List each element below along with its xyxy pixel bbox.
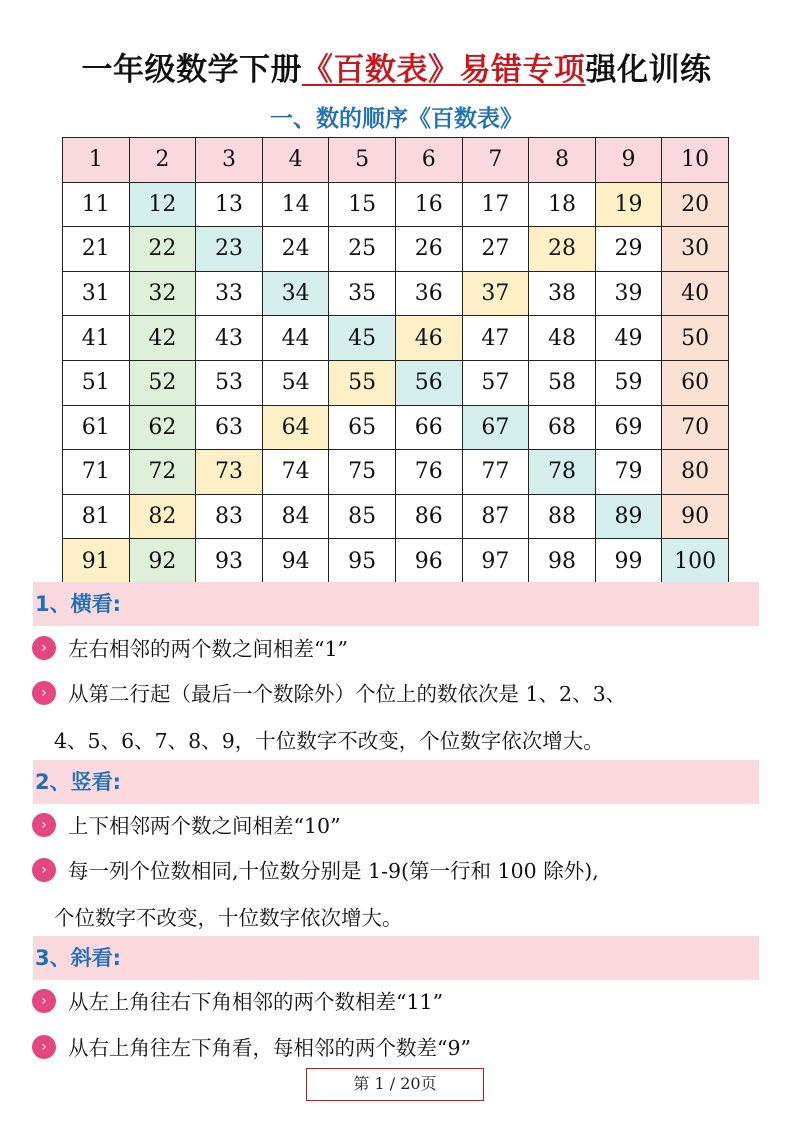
table-cell: 12: [129, 182, 196, 227]
table-cell: 78: [529, 450, 596, 495]
table-cell: 8: [529, 138, 596, 183]
table-cell: 36: [395, 271, 462, 316]
table-row: [63, 138, 729, 183]
table-cell: 90: [662, 494, 729, 539]
table-cell: 24: [262, 227, 329, 272]
table-cell: 86: [395, 494, 462, 539]
table-row: [63, 360, 729, 405]
table-cell: 87: [462, 494, 529, 539]
table-cell: 93: [196, 539, 263, 584]
table-cell: 67: [462, 405, 529, 450]
table-cell: 72: [129, 450, 196, 495]
table-cell: 59: [595, 360, 662, 405]
table-cell: 63: [196, 405, 263, 450]
table-cell: 77: [462, 450, 529, 495]
section-subtitle: 一、数的顺序《百数表》: [270, 106, 523, 132]
table-cell: 48: [529, 316, 596, 361]
table-cell: 68: [529, 405, 596, 450]
table-row: [63, 227, 729, 272]
table-cell: 10: [662, 138, 729, 183]
table-cell: 33: [196, 271, 263, 316]
table-cell: 39: [595, 271, 662, 316]
table-cell: 31: [63, 271, 130, 316]
page-number: 第 1 / 20页: [306, 1068, 484, 1101]
table-cell: 52: [129, 360, 196, 405]
table-cell: 1: [63, 138, 130, 183]
table-cell: 58: [529, 360, 596, 405]
table-cell: 97: [462, 539, 529, 584]
table-cell: 94: [262, 539, 329, 584]
table-cell: 84: [262, 494, 329, 539]
table-cell: 3: [196, 138, 263, 183]
chevron-right-icon: ›: [32, 813, 56, 837]
table-cell: 46: [395, 316, 462, 361]
table-cell: 42: [129, 316, 196, 361]
table-cell: 57: [462, 360, 529, 405]
table-cell: 85: [329, 494, 396, 539]
table-cell: 28: [529, 227, 596, 272]
table-cell: 74: [262, 450, 329, 495]
table-cell: 23: [196, 227, 263, 272]
table-cell: 80: [662, 450, 729, 495]
table-row: [63, 539, 729, 584]
table-cell: 27: [462, 227, 529, 272]
bullet-text: 从左上角往右下角相邻的两个数相差“11”: [68, 990, 444, 1014]
table-cell: 65: [329, 405, 396, 450]
section-2-bullet-2-continued: 个位数字不改变，十位数字依次增大。: [54, 906, 403, 930]
table-cell: 54: [262, 360, 329, 405]
table-cell: 7: [462, 138, 529, 183]
table-cell: 70: [662, 405, 729, 450]
table-cell: 25: [329, 227, 396, 272]
table-cell: 15: [329, 182, 396, 227]
table-cell: 13: [196, 182, 263, 227]
table-cell: 19: [595, 182, 662, 227]
bullet-text: 上下相邻两个数之间相差“10”: [68, 814, 341, 838]
chevron-right-icon: ›: [32, 858, 56, 882]
table-cell: 16: [395, 182, 462, 227]
bullet-text: 左右相邻的两个数之间相差“1”: [68, 637, 349, 661]
table-cell: 30: [662, 227, 729, 272]
section-2-bullet-2: [32, 848, 772, 894]
table-cell: 2: [129, 138, 196, 183]
table-cell: 47: [462, 316, 529, 361]
section-3-heading: 3、斜看:: [33, 936, 759, 980]
table-cell: 71: [63, 450, 130, 495]
table-cell: 55: [329, 360, 396, 405]
table-cell: 17: [462, 182, 529, 227]
table-cell: 35: [329, 271, 396, 316]
table-cell: 53: [196, 360, 263, 405]
table-cell: 92: [129, 539, 196, 584]
table-cell: 62: [129, 405, 196, 450]
table-cell: 76: [395, 450, 462, 495]
table-cell: 18: [529, 182, 596, 227]
table-row: [63, 271, 729, 316]
title-part-1: 一年级数学下册: [81, 52, 302, 88]
table-cell: 98: [529, 539, 596, 584]
table-cell: 83: [196, 494, 263, 539]
table-cell: 96: [395, 539, 462, 584]
table-row: [63, 450, 729, 495]
bullet-text: 从右上角往左下角看，每相邻的两个数差“9”: [68, 1036, 472, 1060]
table-cell: 43: [196, 316, 263, 361]
table-cell: 79: [595, 450, 662, 495]
table-cell: 51: [63, 360, 130, 405]
table-cell: 61: [63, 405, 130, 450]
table-cell: 88: [529, 494, 596, 539]
section-1-bullet-2: [32, 671, 772, 717]
chevron-right-icon: ›: [32, 636, 56, 660]
table-cell: 29: [595, 227, 662, 272]
table-cell: 22: [129, 227, 196, 272]
section-2-bullet-1: [32, 803, 772, 849]
section-1-bullet-2-continued: 4、5、6、7、8、9，十位数字不改变，个位数字依次增大。: [54, 729, 604, 753]
table-cell: 32: [129, 271, 196, 316]
bullet-text: 每一列个位数相同,十位数分别是 1-9(第一行和 100 除外),: [68, 859, 599, 883]
table-cell: 34: [262, 271, 329, 316]
table-cell: 50: [662, 316, 729, 361]
section-1-heading: 1、横看:: [33, 582, 759, 626]
bullet-text: 从第二行起（最后一个数除外）个位上的数依次是 1、2、3、: [68, 682, 627, 706]
table-cell: 75: [329, 450, 396, 495]
table-cell: 45: [329, 316, 396, 361]
table-cell: 14: [262, 182, 329, 227]
table-row: [63, 182, 729, 227]
table-cell: 69: [595, 405, 662, 450]
table-cell: 82: [129, 494, 196, 539]
table-cell: 6: [395, 138, 462, 183]
title-part-2: 《百数表》易错专项: [302, 52, 586, 88]
table-cell: 41: [63, 316, 130, 361]
table-cell: 37: [462, 271, 529, 316]
table-cell: 40: [662, 271, 729, 316]
table-cell: 73: [196, 450, 263, 495]
page-title: [0, 44, 793, 89]
table-cell: 91: [63, 539, 130, 584]
chevron-right-icon: ›: [32, 989, 56, 1013]
section-1-bullet-1: [32, 626, 772, 672]
table-cell: 100: [662, 539, 729, 584]
table-cell: 49: [595, 316, 662, 361]
section-3-bullet-1: [32, 979, 772, 1025]
title-part-3: 强化训练: [585, 52, 712, 88]
table-cell: 64: [262, 405, 329, 450]
table-cell: 9: [595, 138, 662, 183]
section-3-bullet-2: [32, 1025, 772, 1071]
table-cell: 21: [63, 227, 130, 272]
table-cell: 95: [329, 539, 396, 584]
table-cell: 56: [395, 360, 462, 405]
table-cell: 66: [395, 405, 462, 450]
table-cell: 89: [595, 494, 662, 539]
table-cell: 26: [395, 227, 462, 272]
table-row: [63, 316, 729, 361]
table-row: [63, 494, 729, 539]
section-2-heading: 2、竖看:: [33, 760, 759, 804]
chevron-right-icon: ›: [32, 1035, 56, 1059]
table-cell: 4: [262, 138, 329, 183]
hundred-table: [62, 137, 729, 584]
table-cell: 60: [662, 360, 729, 405]
table-cell: 38: [529, 271, 596, 316]
table-cell: 44: [262, 316, 329, 361]
table-cell: 99: [595, 539, 662, 584]
table-cell: 20: [662, 182, 729, 227]
table-row: [63, 405, 729, 450]
chevron-right-icon: ›: [32, 681, 56, 705]
table-cell: 5: [329, 138, 396, 183]
table-cell: 11: [63, 182, 130, 227]
table-cell: 81: [63, 494, 130, 539]
